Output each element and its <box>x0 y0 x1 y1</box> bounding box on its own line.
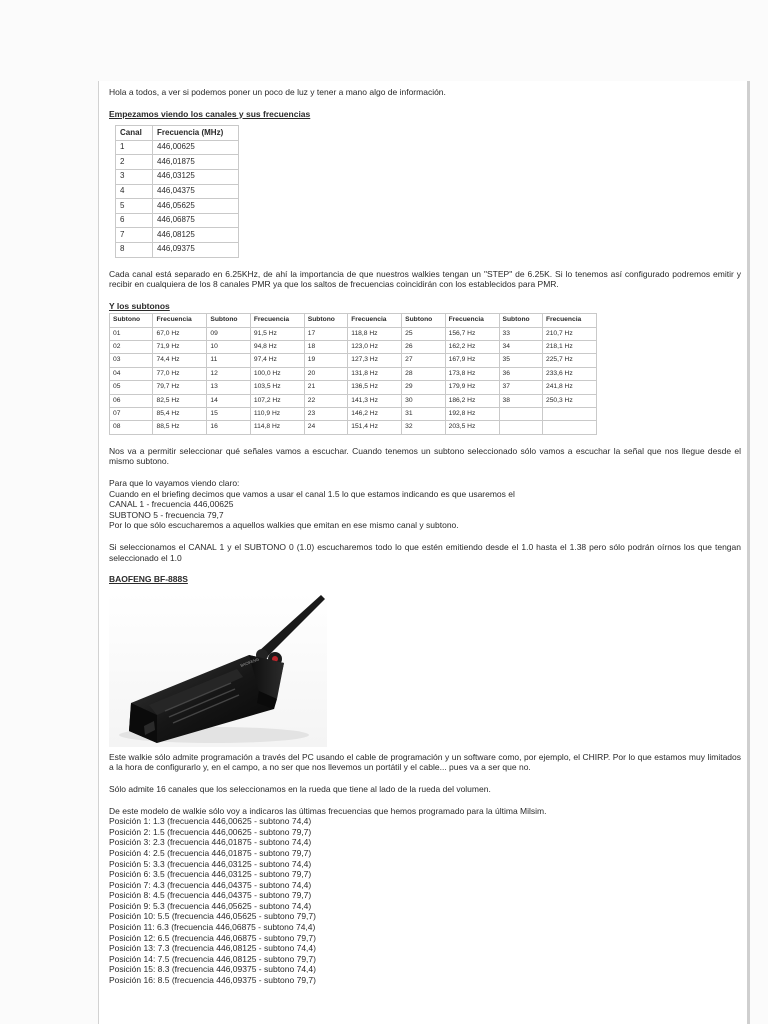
channels-table-header <box>116 126 239 141</box>
table-cell: 91,5 Hz <box>250 327 304 340</box>
table-cell: 82,5 Hz <box>153 394 207 407</box>
table-cell: 127,3 Hz <box>348 354 402 367</box>
table-row <box>110 354 597 367</box>
list-item: Posición 14: 7.5 (frecuencia 446,08125 - subtono 79,7) <box>109 953 316 964</box>
step-paragraph: Cada canal está separado en 6.25KHz, de ahí la importancia de que nuestros walkies tengan un "STEP" de 6.25K. Si lo tenemos así configurado podremos emitir y recibir en cualquiera de los 8 canales PMR ya que los saltos de frecuencias coincidirán con los establecidos para PMR. <box>109 268 741 290</box>
table-cell: 10 <box>207 341 250 354</box>
walkie-talkie-icon <box>109 593 327 747</box>
list-item: Posición 15: 8.3 (frecuencia 446,09375 - subtono 74,4) <box>109 964 316 975</box>
table-cell: 22 <box>304 394 347 407</box>
table-cell: 225,7 Hz <box>542 354 596 367</box>
table-cell: 210,7 Hz <box>542 327 596 340</box>
table-cell: 25 <box>402 327 445 340</box>
table-cell: 141,3 Hz <box>348 394 402 407</box>
subtones-table-body <box>110 327 597 434</box>
table-cell: 18 <box>304 341 347 354</box>
table-cell: 6 <box>116 213 153 228</box>
table-cell: 3 <box>116 169 153 184</box>
column-header: Frecuencia <box>153 314 207 327</box>
table-cell: 250,3 Hz <box>542 394 596 407</box>
subtones-table-header <box>110 314 597 327</box>
table-row <box>110 381 597 394</box>
table-cell: 118,8 Hz <box>348 327 402 340</box>
subtone-paragraph: Nos va a permitir seleccionar qué señales vamos a escuchar. Cuando tenemos un subtono seleccionado sólo vamos a escuchar la señal que nos llegue desde el mismo subtono. <box>109 445 741 467</box>
table-row <box>116 140 239 155</box>
intro-text: Hola a todos, a ver si podemos poner un poco de luz y tener a mano algo de información. <box>109 87 446 97</box>
table-cell: 446,09375 <box>153 242 239 257</box>
table-cell: 103,5 Hz <box>250 381 304 394</box>
table-cell: 33 <box>499 327 542 340</box>
list-item: Posición 8: 4.5 (frecuencia 446,04375 - subtono 79,7) <box>109 890 312 901</box>
table-cell: 233,6 Hz <box>542 367 596 380</box>
column-header: Frecuencia (MHz) <box>153 126 239 141</box>
table-cell: 15 <box>207 408 250 421</box>
table-cell: 8 <box>116 242 153 257</box>
table-cell: 203,5 Hz <box>445 421 499 434</box>
table-cell: 37 <box>499 381 542 394</box>
list-item: Posición 13: 7.3 (frecuencia 446,08125 - subtono 74,4) <box>109 943 316 954</box>
table-cell: 24 <box>304 421 347 434</box>
table-cell <box>542 408 596 421</box>
table-cell: 32 <box>402 421 445 434</box>
table-cell: 09 <box>207 327 250 340</box>
list-item: Posición 11: 6.3 (frecuencia 446,06875 - subtono 74,4) <box>109 922 316 933</box>
table-cell: 446,03125 <box>153 169 239 184</box>
table-cell: 2 <box>116 155 153 170</box>
table-cell: 31 <box>402 408 445 421</box>
column-header: Frecuencia <box>542 314 596 327</box>
table-cell: 85,4 Hz <box>153 408 207 421</box>
column-header: Frecuencia <box>348 314 402 327</box>
table-cell: 131,8 Hz <box>348 367 402 380</box>
table-cell: 04 <box>110 367 153 380</box>
example-line: Por lo que sólo escucharemos a aquellos walkies que emitan en ese mismo canal y subtono. <box>109 520 459 531</box>
table-cell: 192,8 Hz <box>445 408 499 421</box>
table-cell: 446,01875 <box>153 155 239 170</box>
table-cell: 13 <box>207 381 250 394</box>
subtones-heading: Y los subtonos <box>109 300 170 311</box>
table-cell: 179,9 Hz <box>445 381 499 394</box>
table-cell: 06 <box>110 394 153 407</box>
table-cell: 29 <box>402 381 445 394</box>
table-cell: 38 <box>499 394 542 407</box>
column-header: Subtono <box>499 314 542 327</box>
example-line: Para que lo vayamos viendo claro: <box>109 478 240 489</box>
column-header: Subtono <box>402 314 445 327</box>
table-row <box>116 169 239 184</box>
column-header: Frecuencia <box>250 314 304 327</box>
table-cell: 1 <box>116 140 153 155</box>
table-cell: 162,2 Hz <box>445 341 499 354</box>
table-cell: 21 <box>304 381 347 394</box>
table-row <box>116 199 239 214</box>
example-block <box>109 478 741 531</box>
table-cell: 71,9 Hz <box>153 341 207 354</box>
table-cell: 30 <box>402 394 445 407</box>
table-cell: 05 <box>110 381 153 394</box>
table-cell: 74,4 Hz <box>153 354 207 367</box>
channels-table-body <box>116 140 239 257</box>
table-cell: 173,8 Hz <box>445 367 499 380</box>
list-item: Posición 3: 2.3 (frecuencia 446,01875 - subtono 74,4) <box>109 837 312 848</box>
positions-list <box>109 816 741 986</box>
table-cell: 156,7 Hz <box>445 327 499 340</box>
table-row <box>110 421 597 434</box>
table-cell: 446,00625 <box>153 140 239 155</box>
table-row <box>116 155 239 170</box>
table-cell: 218,1 Hz <box>542 341 596 354</box>
column-header: Subtono <box>207 314 250 327</box>
list-item: Posición 7: 4.3 (frecuencia 446,04375 - subtono 74,4) <box>109 879 312 890</box>
table-cell: 146,2 Hz <box>348 408 402 421</box>
table-cell: 446,06875 <box>153 213 239 228</box>
table-cell: 11 <box>207 354 250 367</box>
milsim-intro: De este modelo de walkie sólo voy a indicaros las últimas frecuencias que hemos programado para la última Milsim. <box>109 805 547 816</box>
example-line: CANAL 1 - frecuencia 446,00625 <box>109 499 234 510</box>
table-cell: 446,05625 <box>153 199 239 214</box>
column-header: Subtono <box>304 314 347 327</box>
column-header: Subtono <box>110 314 153 327</box>
table-cell: 16 <box>207 421 250 434</box>
list-item: Posición 6: 3.5 (frecuencia 446,03125 - subtono 79,7) <box>109 869 312 880</box>
radio-photo <box>109 593 327 747</box>
example-line: Cuando en el briefing decimos que vamos a usar el canal 1.5 lo que estamos indicando es que usaremos el <box>109 488 515 499</box>
table-cell: 4 <box>116 184 153 199</box>
list-item: Posición 4: 2.5 (frecuencia 446,01875 - subtono 79,7) <box>109 847 312 858</box>
table-cell: 446,08125 <box>153 228 239 243</box>
table-row <box>110 341 597 354</box>
table-cell: 97,4 Hz <box>250 354 304 367</box>
table-cell: 123,0 Hz <box>348 341 402 354</box>
table-cell: 100,0 Hz <box>250 367 304 380</box>
svg-text:BAOFENG: BAOFENG <box>239 656 260 668</box>
table-row <box>110 394 597 407</box>
channels-heading: Empezamos viendo los canales y sus frecuencias <box>109 108 311 119</box>
table-cell: 02 <box>110 341 153 354</box>
table-row <box>116 213 239 228</box>
table-cell: 28 <box>402 367 445 380</box>
table-cell: 186,2 Hz <box>445 394 499 407</box>
column-header: Canal <box>116 126 153 141</box>
table-cell <box>542 421 596 434</box>
baofeng-heading: BAOFENG BF-888S <box>109 574 188 585</box>
table-cell: 79,7 Hz <box>153 381 207 394</box>
table-row <box>110 367 597 380</box>
table-cell: 27 <box>402 354 445 367</box>
table-cell: 08 <box>110 421 153 434</box>
table-cell: 107,2 Hz <box>250 394 304 407</box>
table-cell: 167,9 Hz <box>445 354 499 367</box>
table-cell: 446,04375 <box>153 184 239 199</box>
channels-table <box>115 125 239 257</box>
table-cell: 03 <box>110 354 153 367</box>
table-cell: 94,8 Hz <box>250 341 304 354</box>
table-cell: 36 <box>499 367 542 380</box>
document-page <box>98 81 750 1024</box>
example-line: SUBTONO 5 - frecuencia 79,7 <box>109 509 224 520</box>
table-cell: 23 <box>304 408 347 421</box>
list-item: Posición 1: 1.3 (frecuencia 446,00625 - subtono 74,4) <box>109 816 312 827</box>
table-cell: 110,9 Hz <box>250 408 304 421</box>
table-cell: 01 <box>110 327 153 340</box>
table-cell: 35 <box>499 354 542 367</box>
table-row <box>116 228 239 243</box>
table-cell <box>499 408 542 421</box>
table-cell: 07 <box>110 408 153 421</box>
list-item: Posición 2: 1.5 (frecuencia 446,00625 - subtono 79,7) <box>109 826 312 837</box>
table-cell: 67,0 Hz <box>153 327 207 340</box>
table-row <box>116 184 239 199</box>
list-item: Posición 16: 8.5 (frecuencia 446,09375 - subtono 79,7) <box>109 975 316 986</box>
table-cell: 17 <box>304 327 347 340</box>
table-cell: 14 <box>207 394 250 407</box>
table-cell: 151,4 Hz <box>348 421 402 434</box>
list-item: Posición 10: 5.5 (frecuencia 446,05625 - subtono 79,7) <box>109 911 316 922</box>
table-cell: 20 <box>304 367 347 380</box>
programming-paragraph: Este walkie sólo admite programación a través del PC usando el cable de programación y un software como, por ejemplo, el CHIRP. Por lo que estamos muy limitados a la hora de configurarlo y, en el campo, a no ser que nos llevemos un portátil y el cable... pues va a ser que no. <box>109 751 741 773</box>
table-cell: 241,8 Hz <box>542 381 596 394</box>
list-item: Posición 5: 3.3 (frecuencia 446,03125 - subtono 74,4) <box>109 858 312 869</box>
table-cell: 12 <box>207 367 250 380</box>
table-cell: 114,8 Hz <box>250 421 304 434</box>
table-cell: 5 <box>116 199 153 214</box>
table-cell: 88,5 Hz <box>153 421 207 434</box>
column-header: Frecuencia <box>445 314 499 327</box>
table-cell <box>499 421 542 434</box>
table-cell: 34 <box>499 341 542 354</box>
channels16-paragraph: Sólo admite 16 canales que los seleccionamos en la rueda que tiene al lado de la rueda del volumen. <box>109 783 491 794</box>
table-cell: 26 <box>402 341 445 354</box>
table-cell: 136,5 Hz <box>348 381 402 394</box>
table-cell: 19 <box>304 354 347 367</box>
table-row <box>110 327 597 340</box>
table-cell: 7 <box>116 228 153 243</box>
subtone0-paragraph: Si seleccionamos el CANAL 1 y el SUBTONO 0 (1.0) escucharemos todo lo que estén emitiendo desde el 1.0 hasta el 1.38 pero sólo podrán oírnos los que tengan seleccionado el 1.0 <box>109 541 741 563</box>
table-row <box>110 408 597 421</box>
subtones-table <box>109 313 597 435</box>
list-item: Posición 12: 6.5 (frecuencia 446,06875 - subtono 79,7) <box>109 932 316 943</box>
table-cell: 77,0 Hz <box>153 367 207 380</box>
list-item: Posición 9: 5.3 (frecuencia 446,05625 - subtono 74,4) <box>109 900 312 911</box>
table-row <box>116 242 239 257</box>
